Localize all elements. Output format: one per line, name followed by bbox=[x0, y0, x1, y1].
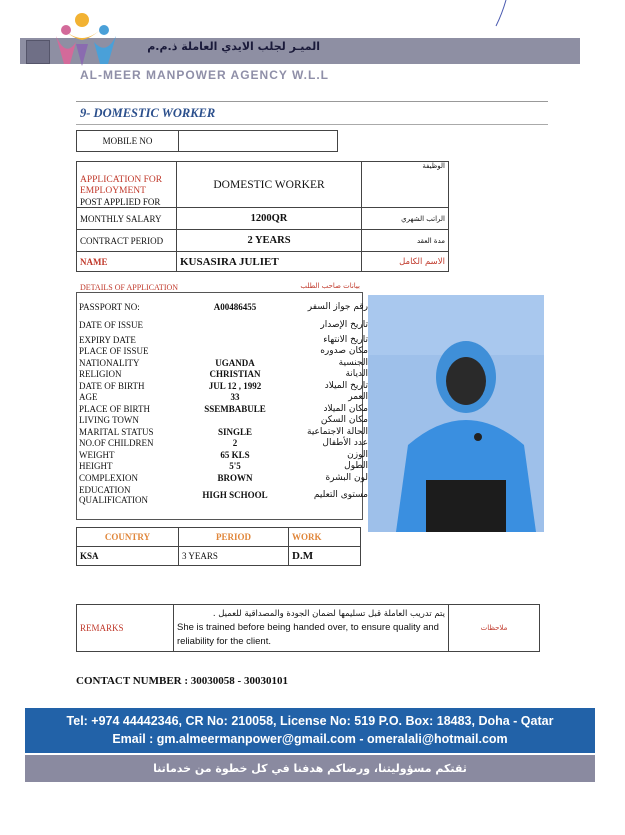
detail-label: NO.OF CHILDREN bbox=[79, 438, 154, 449]
contact-number: CONTACT NUMBER : 30030058 - 30030101 bbox=[76, 675, 288, 687]
footer-email-line: Email : gm.almeermanpower@gmail.com - omeralali@hotmail.com bbox=[112, 732, 508, 746]
contract-label: CONTRACT PERIOD bbox=[77, 230, 177, 252]
mobile-value bbox=[179, 131, 338, 152]
detail-row bbox=[76, 415, 371, 427]
detail-arabic: مكان السكن bbox=[320, 415, 368, 426]
name-label: NAME bbox=[77, 252, 177, 272]
work-value: D.M bbox=[289, 547, 361, 566]
detail-value bbox=[177, 346, 293, 358]
detail-row bbox=[76, 426, 371, 438]
detail-row bbox=[76, 316, 371, 334]
remarks-arabic-label: ملاحظات bbox=[449, 605, 540, 652]
salary-label: MONTHLY SALARY bbox=[77, 208, 177, 230]
detail-row bbox=[76, 461, 371, 473]
detail-label: COMPLEXION bbox=[79, 472, 139, 483]
post-value: DOMESTIC WORKER bbox=[177, 162, 362, 208]
detail-value: 2 bbox=[232, 438, 238, 449]
remarks-arabic-text: يتم تدريب العاملة قبل تسليمها لضمان الجودة والمصداقية للعميل . bbox=[212, 609, 445, 619]
remarks-table bbox=[76, 604, 540, 652]
detail-value: SINGLE bbox=[217, 426, 252, 437]
detail-arabic: مكان صدوره bbox=[320, 346, 368, 357]
detail-arabic: رقم جواز السفر bbox=[307, 302, 368, 312]
detail-row bbox=[76, 472, 371, 484]
detail-value: HIGH SCHOOL bbox=[202, 489, 268, 500]
detail-value: A00486455 bbox=[213, 302, 257, 312]
detail-value bbox=[177, 415, 293, 427]
detail-label: DATE OF BIRTH bbox=[79, 380, 145, 391]
detail-label: MARITAL STATUS bbox=[79, 426, 154, 437]
detail-arabic: العمر bbox=[348, 392, 368, 403]
details-heading-arabic: بيانات صاحب الطلب bbox=[300, 282, 360, 290]
name-arabic: الاسم الكامل bbox=[362, 252, 449, 272]
application-title: APPLICATION FOR EMPLOYMENT bbox=[80, 175, 163, 196]
period-header: PERIOD bbox=[179, 528, 289, 547]
salary-arabic: الراتب الشهري bbox=[362, 208, 449, 230]
detail-arabic: عدد الأطفال bbox=[322, 438, 368, 449]
details-table bbox=[76, 298, 371, 506]
detail-arabic: الديانة bbox=[345, 369, 368, 380]
country-header: COUNTRY bbox=[77, 528, 179, 547]
detail-row bbox=[76, 403, 371, 415]
mobile-table bbox=[76, 130, 338, 152]
detail-value: SSEMBABULE bbox=[204, 403, 266, 414]
detail-label: WEIGHT bbox=[79, 449, 115, 460]
detail-value bbox=[177, 316, 293, 334]
divider bbox=[76, 101, 548, 102]
detail-label: DATE OF ISSUE bbox=[79, 320, 144, 330]
detail-label: EDUCATION QUALIFICATION bbox=[79, 484, 148, 505]
detail-label: NATIONALITY bbox=[79, 357, 140, 368]
detail-label: AGE bbox=[79, 392, 98, 403]
detail-label: PLACE OF BIRTH bbox=[79, 403, 150, 414]
detail-row bbox=[76, 346, 371, 358]
detail-row bbox=[76, 392, 371, 404]
remarks-label: REMARKS bbox=[77, 605, 174, 652]
pen-mark bbox=[490, 0, 510, 28]
salary-value: 1200QR bbox=[177, 208, 362, 230]
experience-table bbox=[76, 527, 361, 566]
post-arabic: الوظيفة bbox=[362, 162, 449, 208]
agency-logo-icon bbox=[52, 8, 122, 68]
footer-contact-band bbox=[25, 708, 595, 753]
contract-arabic: مدة العقد bbox=[362, 230, 449, 252]
agency-arabic-name: الميـر لجلب الايدي العاملة ذ.م.م bbox=[147, 40, 320, 53]
detail-row bbox=[76, 484, 371, 506]
detail-label: RELIGION bbox=[79, 369, 122, 380]
detail-arabic: الوزن bbox=[347, 449, 368, 460]
detail-row bbox=[76, 380, 371, 392]
details-heading: DETAILS OF APPLICATION bbox=[80, 283, 179, 292]
post-label: POST APPLIED FOR bbox=[80, 197, 161, 207]
detail-arabic: تاريخ الميلاد bbox=[324, 380, 368, 391]
detail-label: PASSPORT NO: bbox=[79, 302, 140, 312]
detail-arabic: الطول bbox=[344, 461, 368, 472]
detail-label: LIVING TOWN bbox=[79, 415, 139, 426]
detail-value: JUL 12 , 1992 bbox=[208, 380, 262, 391]
applicant-photo bbox=[368, 295, 544, 532]
contract-value: 2 YEARS bbox=[177, 230, 362, 252]
detail-value bbox=[177, 334, 293, 346]
detail-row bbox=[76, 357, 371, 369]
detail-label: HEIGHT bbox=[79, 461, 113, 472]
detail-arabic: الجنسية bbox=[338, 357, 368, 368]
country-value: KSA bbox=[77, 547, 179, 566]
divider bbox=[76, 124, 548, 125]
work-header: WORK bbox=[289, 528, 361, 547]
footer-tel-line: Tel: +974 44442346, CR No: 210058, License No: 519 P.O. Box: 18483, Doha - Qatar bbox=[66, 714, 554, 728]
detail-row bbox=[76, 369, 371, 381]
footer-slogan: ثقتكم مسؤوليتنا، ورضاكم هدفنا في كل خطوة من خدماتنا bbox=[25, 755, 595, 782]
name-value: KUSASIRA JULIET bbox=[177, 252, 362, 272]
detail-value: 5'5 bbox=[229, 461, 241, 472]
detail-arabic: مكان الميلاد bbox=[323, 403, 368, 414]
detail-row bbox=[76, 298, 371, 316]
detail-value: 65 KLS bbox=[220, 449, 250, 460]
detail-arabic: الحالة الاجتماعية bbox=[307, 426, 368, 437]
detail-row bbox=[76, 449, 371, 461]
mobile-label: MOBILE NO bbox=[77, 131, 179, 152]
detail-arabic: تاريخ الإصدار bbox=[320, 320, 368, 330]
remarks-english-text: She is trained before being handed over, to ensure quality and reliability for the client. bbox=[177, 622, 439, 647]
detail-value: BROWN bbox=[217, 472, 253, 483]
section-title: 9- DOMESTIC WORKER bbox=[80, 106, 216, 120]
detail-value: UGANDA bbox=[215, 357, 255, 368]
detail-arabic: لون البشرة bbox=[325, 472, 368, 483]
detail-row bbox=[76, 334, 371, 346]
detail-row bbox=[76, 438, 371, 450]
detail-arabic: تاريخ الانتهاء bbox=[323, 334, 368, 345]
detail-label: EXPIRY DATE bbox=[79, 334, 136, 345]
period-value: 3 YEARS bbox=[179, 547, 289, 566]
application-table bbox=[76, 161, 449, 272]
detail-label: PLACE OF ISSUE bbox=[79, 346, 149, 357]
agency-english-name: AL-MEER MANPOWER AGENCY W.L.L bbox=[80, 68, 329, 82]
logo-square bbox=[26, 40, 50, 64]
detail-value: CHRISTIAN bbox=[209, 369, 261, 380]
detail-value: 33 bbox=[230, 392, 240, 403]
detail-arabic: مستوى التعليم bbox=[313, 489, 368, 500]
